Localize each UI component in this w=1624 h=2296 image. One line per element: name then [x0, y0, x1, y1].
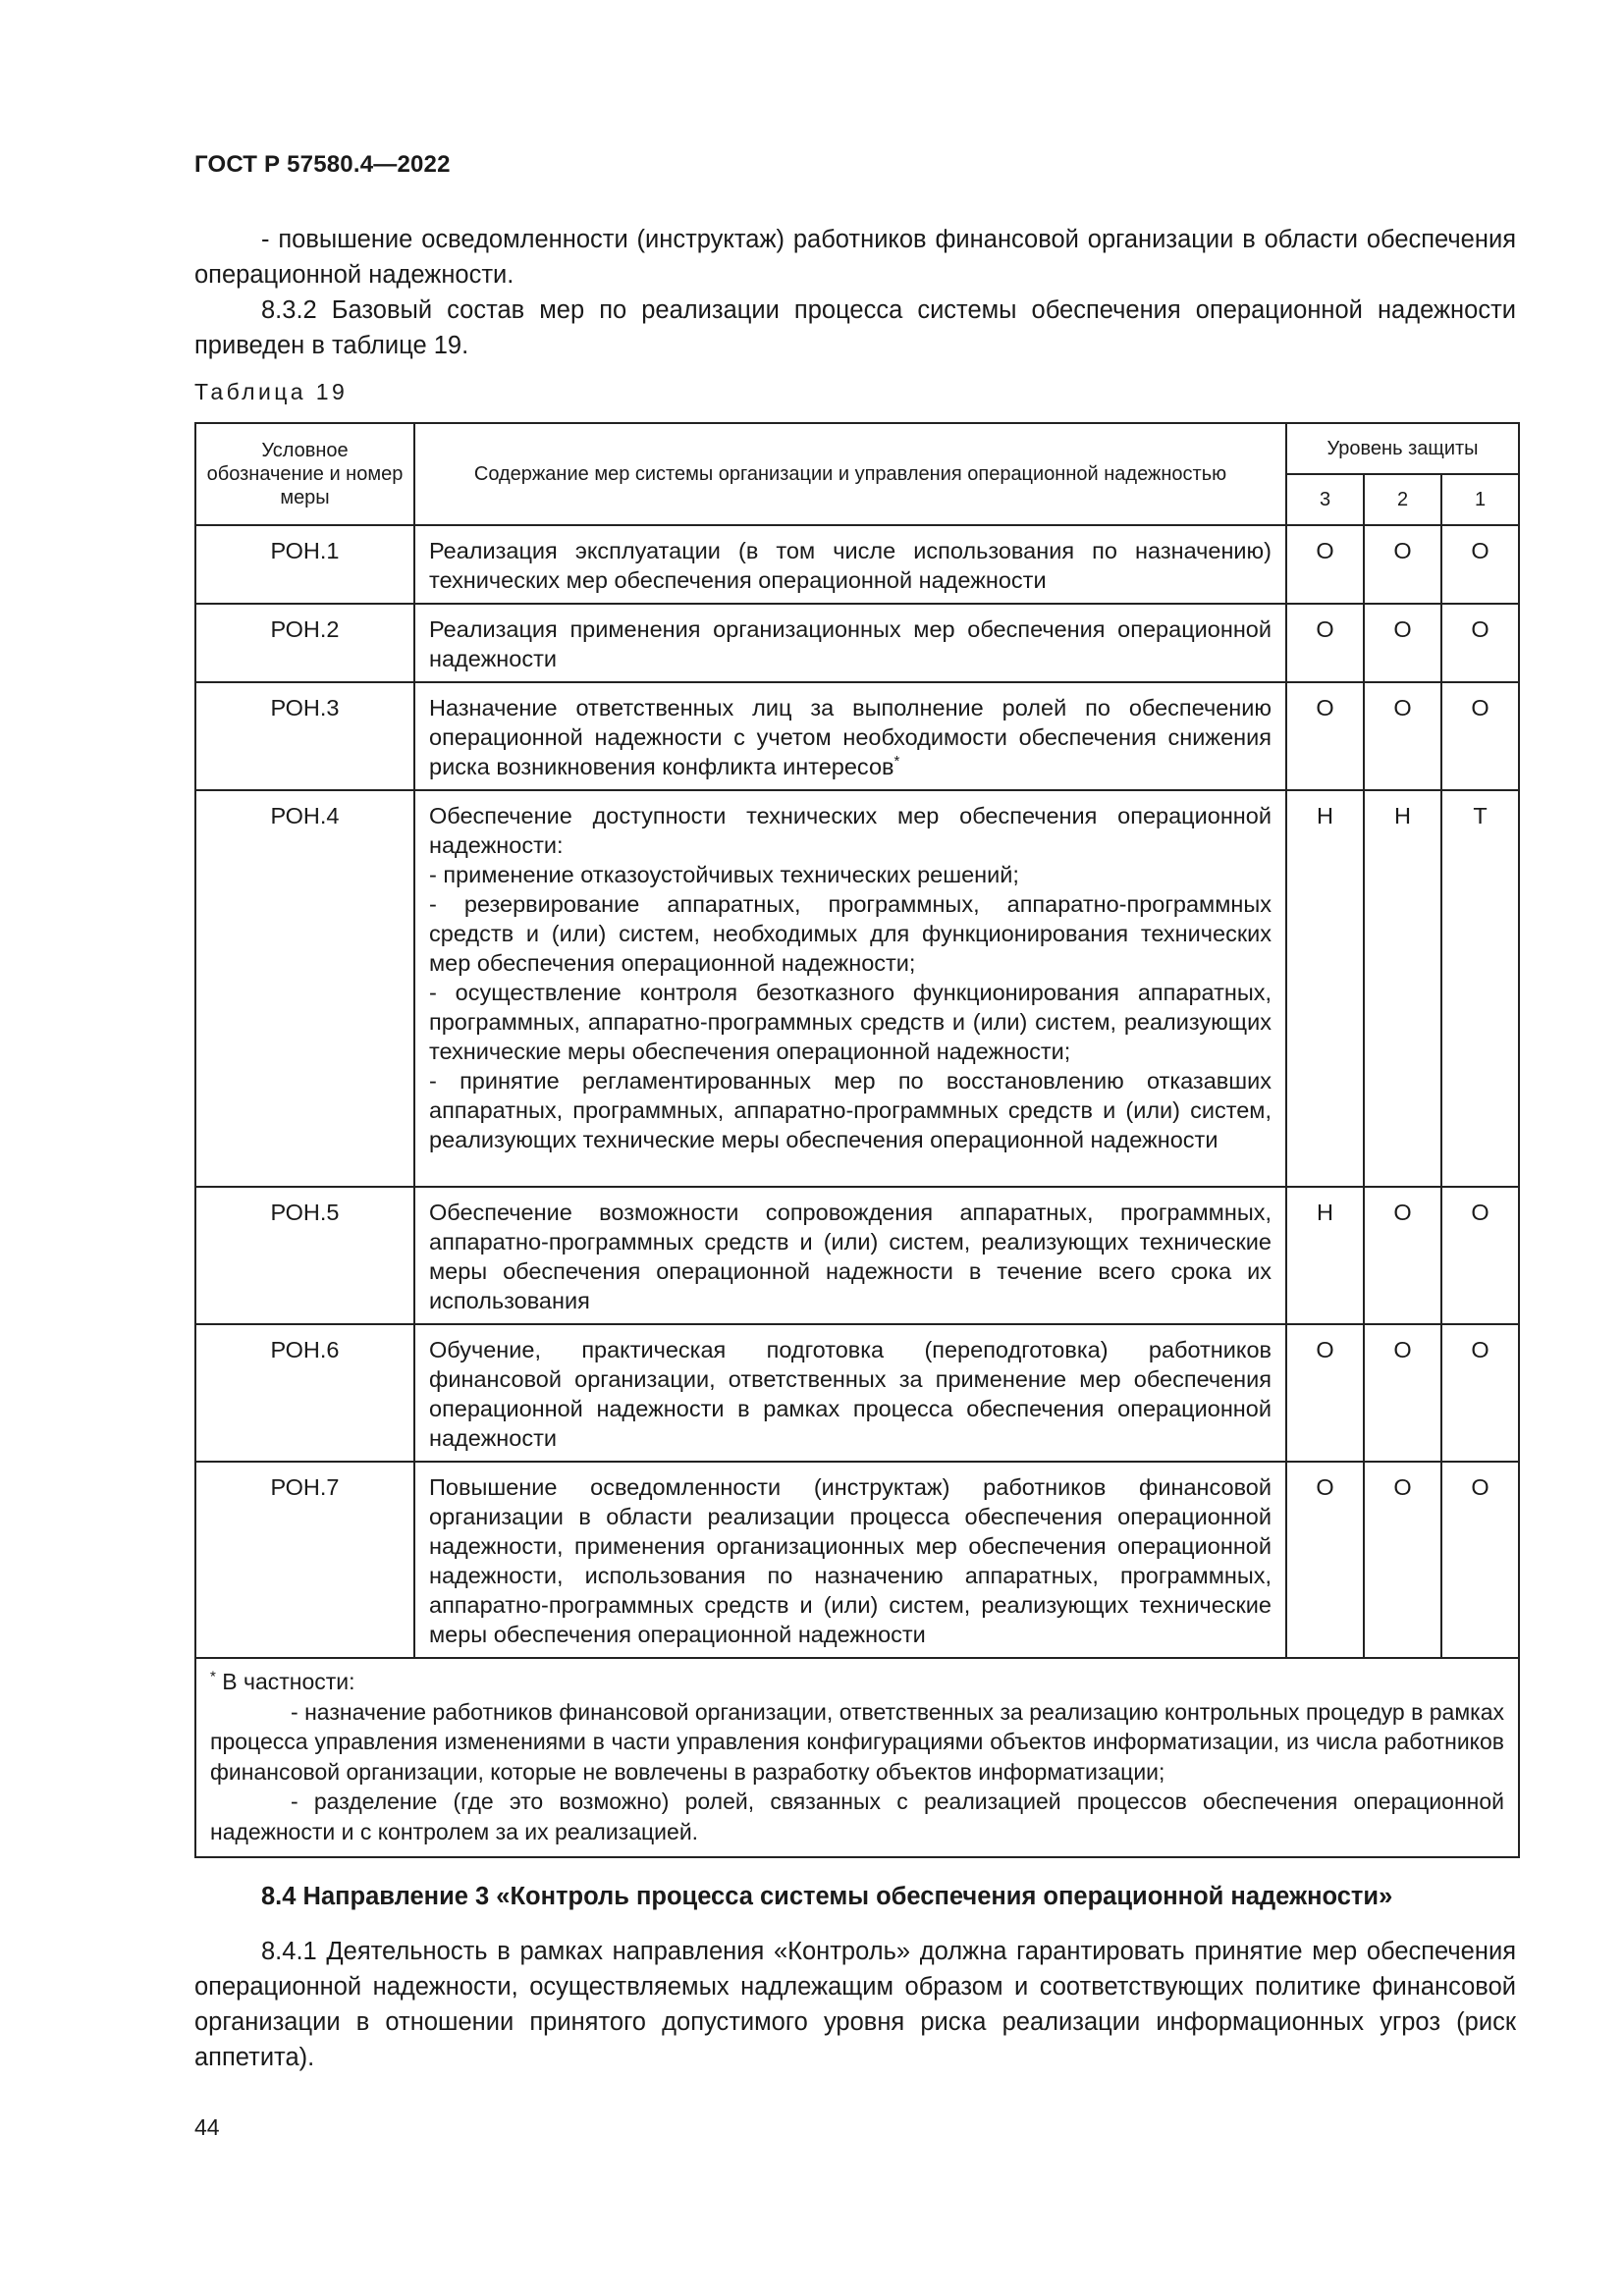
paragraph-awareness: - повышение осведомленности (инструктаж) работников финансовой организации в области обеспечения операционной надежности. [194, 226, 1516, 289]
paragraph-8-4-1: 8.4.1 Деятельность в рамках направления «Контроль» должна гарантировать принятие мер обеспечения операционной надежности, осуществляемых надлежащим образом и соответствующих политике финансовой организации в отношении принятого допустимого уровня риска реализации информационных угроз (риск аппетита). [194, 1938, 1516, 2071]
footnote-ref-marker: * [893, 753, 900, 771]
measure-code: РОН.4 [195, 790, 414, 1187]
measure-code: РОН.6 [195, 1324, 414, 1462]
header-level-3: 3 [1286, 474, 1364, 525]
level-1-value: О [1441, 682, 1519, 790]
table-caption: Таблица 19 [194, 379, 349, 404]
level-1-value: О [1441, 1324, 1519, 1462]
measure-content-text: Обучение, практическая подготовка (переподготовка) работников финансовой организации, ответственных за применение мер обеспечения операционной надежности в рамках процесса обеспечения операционной надежности [429, 1337, 1272, 1451]
header-level-2: 2 [1364, 474, 1441, 525]
level-2-value: О [1364, 682, 1441, 790]
header-code: Условное обозначение и номер меры [195, 423, 414, 525]
level-3-value: О [1286, 1324, 1364, 1462]
level-2-value: О [1364, 1187, 1441, 1324]
level-2-value: О [1364, 1462, 1441, 1658]
level-1-value: О [1441, 1187, 1519, 1324]
measure-content [414, 1187, 1286, 1324]
level-3-value: О [1286, 1462, 1364, 1658]
level-3-value: Н [1286, 790, 1364, 1187]
table-row [195, 525, 1519, 604]
measure-content-line: - принятие регламентированных мер по восстановлению отказавших аппаратных, программных, аппаратно-программных средств и (или) систем, реализующих технические меры обеспечения операционной надежности [429, 1068, 1272, 1152]
measure-content-text: Назначение ответственных лиц за выполнение ролей по обеспечению операционной надежности с учетом необходимости обеспечения снижения риска возникновения конфликта интересов [429, 695, 1272, 779]
level-2-value: О [1364, 525, 1441, 604]
paragraph-8-3-2: 8.3.2 Базовый состав мер по реализации процесса системы обеспечения операционной надежности приведен в таблице 19. [194, 296, 1516, 359]
measure-content [414, 682, 1286, 790]
table-row [195, 1462, 1519, 1658]
measure-content-text: Повышение осведомленности (инструктаж) работников финансовой организации в области реализации процесса обеспечения операционной надежности, применения организационных мер обеспечения операционной надежности, использования по назначению аппаратных, программных, аппаратно-программных средств и (или) систем, реализующих технические меры обеспечения операционной надежности [429, 1474, 1272, 1647]
level-1-value: О [1441, 525, 1519, 604]
measure-content [414, 1324, 1286, 1462]
footnote-title [210, 1667, 1504, 1697]
header-level-1: 1 [1441, 474, 1519, 525]
measure-content-line: - резервирование аппаратных, программных, аппаратно-программных средств и (или) систем, необходимых для функционирования технических мер обеспечения операционной надежности; [429, 891, 1272, 976]
measure-code: РОН.7 [195, 1462, 414, 1658]
footnote-title-text: В частности: [222, 1669, 355, 1694]
measure-code: РОН.1 [195, 525, 414, 604]
table-row [195, 1187, 1519, 1324]
level-1-value: О [1441, 1462, 1519, 1658]
measure-content-text: Обеспечение возможности сопровождения аппаратных, программных, аппаратно-программных средств и (или) систем, реализующих технические меры обеспечения операционной надежности в течение всего срока их использования [429, 1200, 1272, 1313]
measure-content-text: Обеспечение доступности технических мер обеспечения операционной надежности: [429, 803, 1272, 858]
measure-code: РОН.3 [195, 682, 414, 790]
level-3-value: О [1286, 682, 1364, 790]
measures-table [194, 422, 1520, 1858]
measure-content [414, 525, 1286, 604]
footnote-item: - назначение работников финансовой организации, ответственных за реализацию контрольных процедур в рамках процесса управления изменениями в части управления конфигурациями объектов информатизации, из числа работников финансовой организации, которые не вовлечены в разработку объектов информатизации; [210, 1698, 1505, 1785]
measure-content-line: - применение отказоустойчивых технических решений; [429, 862, 1019, 887]
footnote-item: - разделение (где это возможно) ролей, связанных с реализацией процессов обеспечения операционной надежности и с контролем за их реализацией. [210, 1789, 1505, 1844]
measure-content [414, 790, 1286, 1187]
level-3-value: О [1286, 604, 1364, 682]
level-2-value: О [1364, 1324, 1441, 1462]
table-row [195, 682, 1519, 790]
level-1-value: О [1441, 604, 1519, 682]
footnote-marker: * [210, 1668, 216, 1685]
table-row [195, 604, 1519, 682]
table-footnote [195, 1658, 1519, 1857]
section-heading-8-4: 8.4 Направление 3 «Контроль процесса системы обеспечения операционной надежности» [261, 1883, 1393, 1910]
level-3-value: О [1286, 525, 1364, 604]
measure-content-text: Реализация эксплуатации (в том числе использования по назначению) технических мер обеспечения операционной надежности [429, 538, 1272, 593]
level-1-value: Т [1441, 790, 1519, 1187]
measure-content [414, 1462, 1286, 1658]
level-3-value: Н [1286, 1187, 1364, 1324]
level-2-value: Н [1364, 790, 1441, 1187]
measure-code: РОН.5 [195, 1187, 414, 1324]
header-content: Содержание мер системы организации и управления операционной надежностью [414, 423, 1286, 525]
table-row [195, 790, 1519, 1187]
measure-content-text: Реализация применения организационных мер обеспечения операционной надежности [429, 616, 1272, 671]
page-number: 44 [194, 2114, 220, 2140]
level-2-value: О [1364, 604, 1441, 682]
measure-content-line: - осуществление контроля безотказного функционирования аппаратных, программных, аппаратно-программных средств и (или) систем, реализующих технические меры обеспечения операционной надежности; [429, 980, 1272, 1064]
measure-code: РОН.2 [195, 604, 414, 682]
header-level: Уровень защиты [1286, 423, 1519, 474]
document-header: ГОСТ Р 57580.4—2022 [194, 151, 451, 178]
measure-content [414, 604, 1286, 682]
table-row [195, 1324, 1519, 1462]
